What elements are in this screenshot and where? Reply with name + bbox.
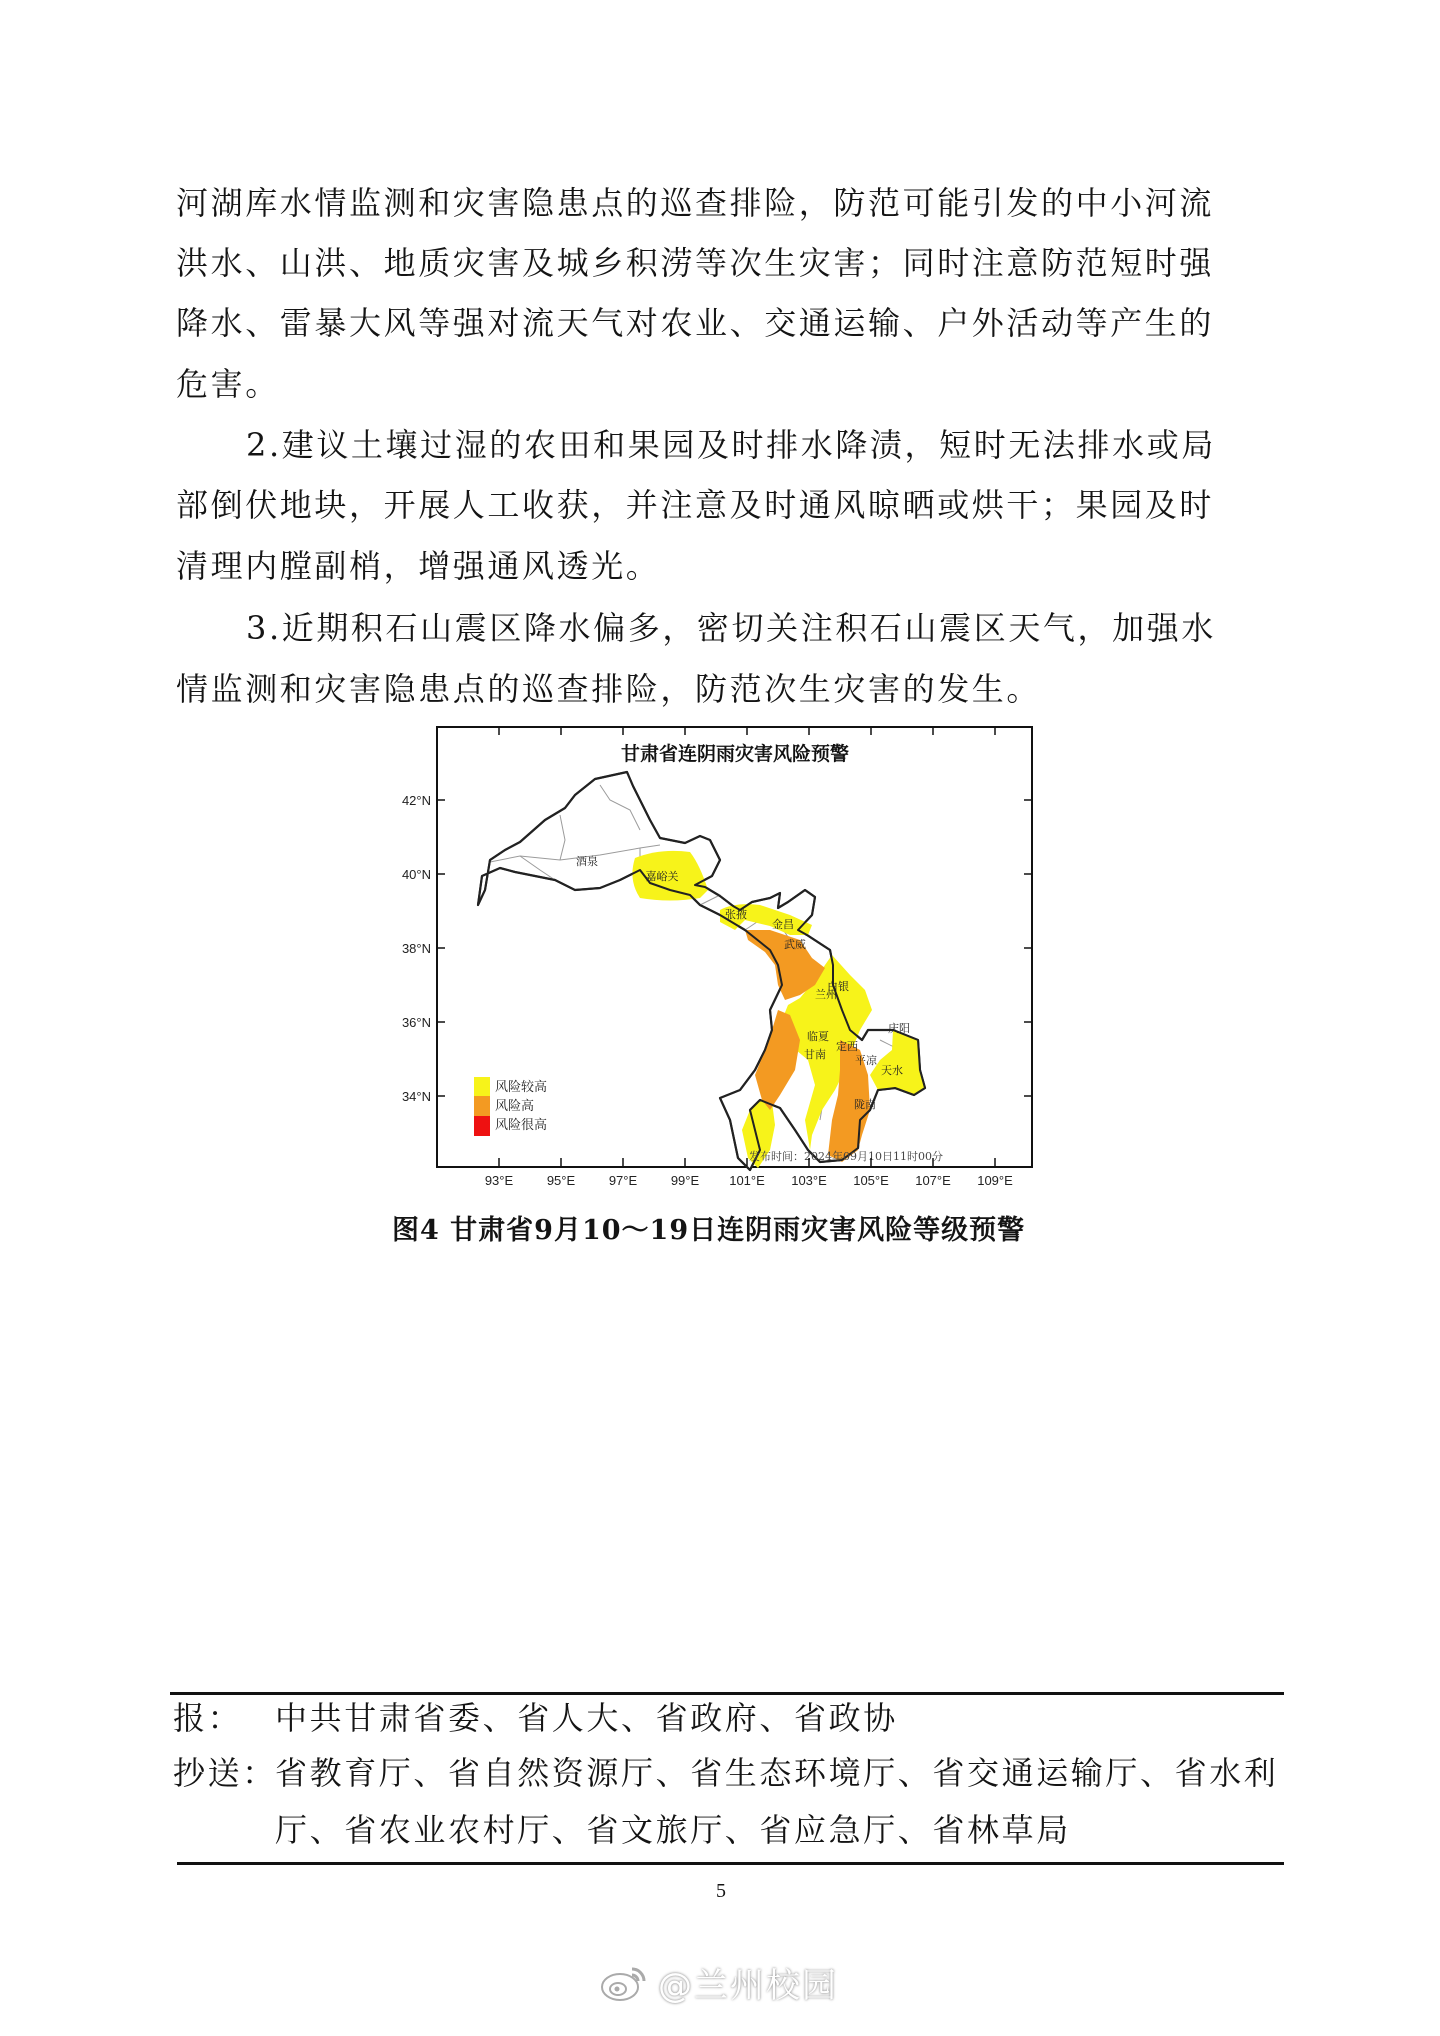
legend-label: 风险很高 — [495, 1118, 548, 1133]
lat-tick-label: 34°N — [401, 1089, 431, 1104]
footer-bottom-rule — [177, 1862, 1284, 1865]
watermark-text: @兰州校园 — [658, 1966, 838, 2006]
report-label: 报： — [173, 1699, 243, 1737]
lon-tick-label: 93°E — [484, 1173, 514, 1188]
region-label: 嘉峪关 — [645, 870, 679, 883]
report-recipients: 中共甘肃省委、省人大、省政府、省政协 — [275, 1699, 898, 1737]
region-label: 张掖 — [725, 908, 747, 921]
page-number: 5 — [716, 1880, 726, 1902]
lat-tick-label: 40°N — [401, 867, 431, 882]
region-label: 白银 — [827, 980, 849, 993]
footer-top-rule — [170, 1692, 1284, 1695]
region-label: 临夏 — [807, 1030, 829, 1043]
lon-tick-label: 109°E — [977, 1173, 1013, 1188]
legend-swatch-higher — [474, 1077, 490, 1096]
body-line: 3.近期积石山震区降水偏多，密切关注积石山震区天气，加强水 — [246, 609, 1216, 647]
region-label: 陇南 — [854, 1098, 876, 1111]
region-label: 甘南 — [804, 1048, 826, 1061]
region-label: 兰州 — [815, 988, 837, 1001]
lon-tick-label: 97°E — [608, 1173, 638, 1188]
risk-map — [380, 720, 1060, 1210]
figure-caption: 图4 甘肃省9月10～19日连阴雨灾害风险等级预警 — [392, 1215, 1026, 1246]
cc-recipients-line: 厅、省农业农村厅、省文旅厅、省应急厅、省林草局 — [275, 1811, 1071, 1849]
region-label: 金昌 — [772, 918, 794, 931]
watermark — [600, 1958, 838, 2012]
region-label: 定西 — [836, 1040, 858, 1053]
body-line: 部倒伏地块，开展人工收获，并注意及时通风晾晒或烘干；果园及时 — [176, 486, 1215, 524]
lon-tick-label: 95°E — [546, 1173, 576, 1188]
risk-map-figure — [380, 720, 1060, 1210]
legend-label: 风险高 — [495, 1099, 535, 1114]
lat-tick-label: 36°N — [401, 1015, 431, 1030]
lat-tick-label: 42°N — [401, 793, 431, 808]
cc-recipients-line: 省教育厅、省自然资源厅、省生态环境厅、省交通运输厅、省水利 — [275, 1754, 1279, 1792]
lon-tick-label: 103°E — [791, 1173, 827, 1188]
cc-label: 抄送： — [173, 1754, 277, 1792]
map-title: 甘肃省连阴雨灾害风险预警 — [620, 743, 850, 765]
region-label: 平凉 — [855, 1054, 877, 1067]
body-line: 危害。 — [176, 365, 280, 403]
region-label: 酒泉 — [576, 855, 598, 868]
region-label: 武威 — [784, 938, 806, 951]
body-line: 情监测和灾害隐患点的巡查排险，防范次生灾害的发生。 — [176, 670, 1042, 708]
legend-label: 风险较高 — [495, 1080, 548, 1095]
lon-tick-label: 99°E — [670, 1173, 700, 1188]
body-line: 洪水、山洪、地质灾害及城乡积涝等次生灾害；同时注意防范短时强 — [176, 244, 1215, 282]
region-label: 庆阳 — [888, 1022, 910, 1035]
body-line: 降水、雷暴大风等强对流天气对农业、交通运输、户外活动等产生的 — [176, 304, 1215, 342]
body-line: 河湖库水情监测和灾害隐患点的巡查排险，防范可能引发的中小河流 — [176, 184, 1215, 222]
legend-swatch-very-high — [474, 1116, 490, 1136]
lat-tick-label: 38°N — [401, 941, 431, 956]
region-label: 天水 — [881, 1064, 903, 1077]
body-line: 清理内膛副梢，增强通风透光。 — [176, 547, 661, 585]
lon-tick-label: 105°E — [853, 1173, 889, 1188]
lon-tick-label: 101°E — [729, 1173, 765, 1188]
legend-swatch-high — [474, 1096, 490, 1116]
weibo-icon — [600, 1963, 650, 2012]
body-line: 2.建议土壤过湿的农田和果园及时排水降渍，短时无法排水或局 — [246, 426, 1216, 464]
lon-tick-label: 107°E — [915, 1173, 951, 1188]
issue-time: 发布时间：2024年09月10日11时00分 — [749, 1150, 943, 1163]
